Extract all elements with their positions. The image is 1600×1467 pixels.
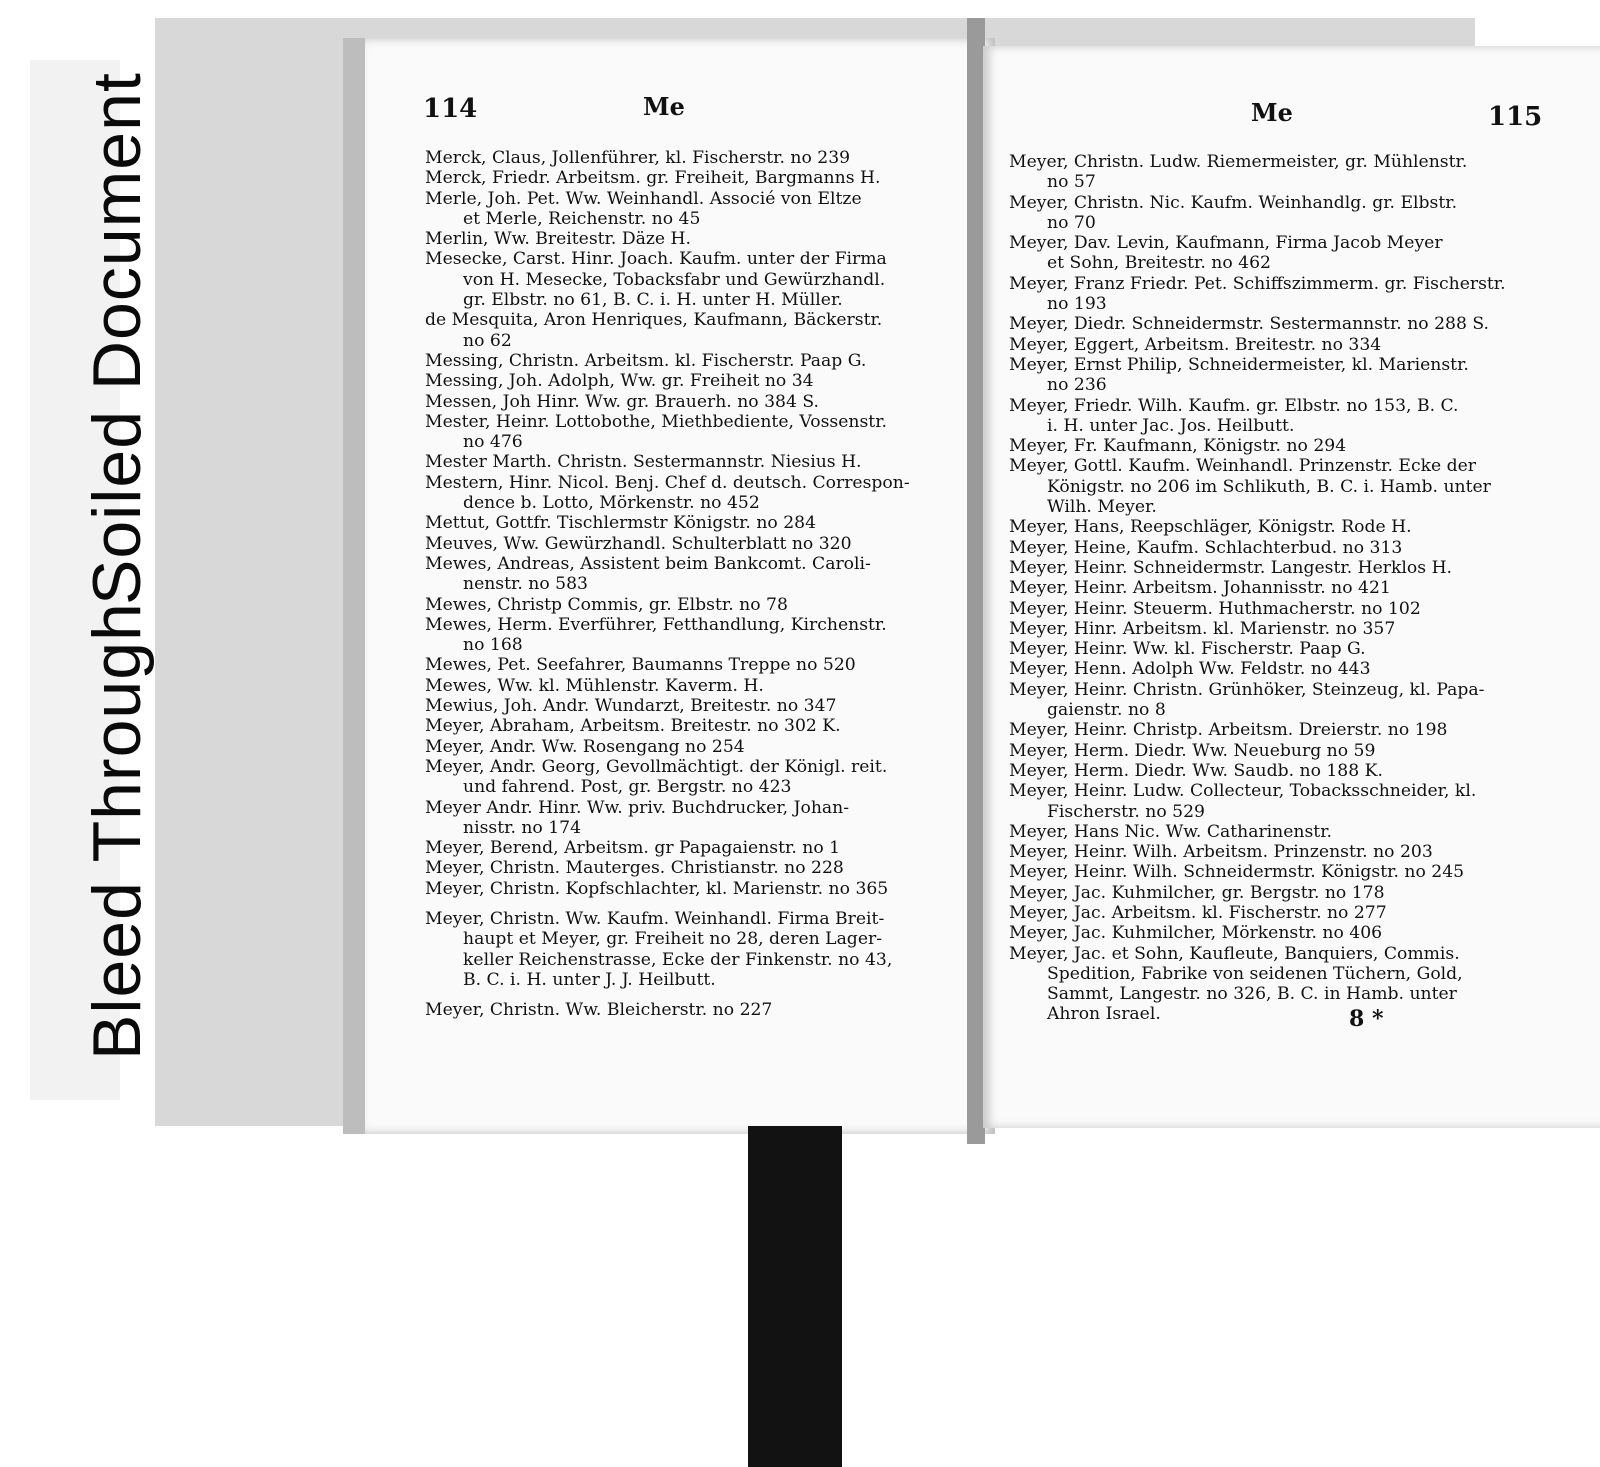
- entry-continuation-line: von H. Mesecke, Tobacksfabr und Gewürzhandl.: [463, 269, 886, 290]
- entry-line: Meyer, Gottl. Kaufm. Weinhandl. Prinzenstr. Ecke der: [1009, 456, 1477, 477]
- entry-line: Meyer, Henn. Adolph Ww. Feldstr. no 443: [1009, 659, 1371, 680]
- directory-entry: [425, 595, 910, 615]
- entry-line: Merck, Claus, Jollenführer, kl. Fischerstr. no 239: [425, 148, 851, 168]
- entry-line: Meyer, Eggert, Arbeitsm. Breitestr. no 334: [1009, 334, 1382, 355]
- directory-entry: [425, 1000, 910, 1020]
- side-label-soiled-document: Soiled Document: [79, 72, 155, 605]
- entry-line: Meyer, Jac. et Sohn, Kaufleute, Banquiers, Commis.: [1009, 943, 1460, 964]
- entry-line: Meyer, Heine, Kaufm. Schlachterbud. no 313: [1009, 537, 1403, 558]
- entry-line: Meyer, Christn. Ludw. Riemermeister, gr. Mühlenstr.: [1009, 152, 1468, 172]
- directory-entry: [425, 473, 910, 514]
- entry-line: Meyer, Jac. Kuhmilcher, Mörkenstr. no 406: [1009, 923, 1383, 944]
- entry-line: Mesecke, Carst. Hinr. Joach. Kaufm. unter der Firma: [425, 249, 887, 270]
- entry-line: Meyer, Jac. Kuhmilcher, gr. Bergstr. no 178: [1009, 882, 1385, 903]
- entry-continuation-line: Sammt, Langestr. no 326, B. C. in Hamb. unter: [1047, 984, 1457, 1005]
- entry-continuation-line: Spedition, Fabrike von seidenen Tüchern, Gold,: [1047, 963, 1463, 984]
- entry-line: Meyer, Abraham, Arbeitsm. Breitestr. no 302 K.: [425, 716, 841, 737]
- entry-continuation-line: Wilh. Meyer.: [1047, 497, 1157, 518]
- entry-continuation-line: Fischerstr. no 529: [1047, 801, 1205, 822]
- entry-line: Meyer, Hans, Reepschläger, Königstr. Rode H.: [1009, 517, 1412, 538]
- entry-line: Meyer, Fr. Kaufmann, Königstr. no 294: [1009, 436, 1347, 457]
- left-page-header: Me: [643, 92, 685, 121]
- entry-continuation-line: no 193: [1047, 294, 1107, 315]
- directory-entry: [425, 249, 910, 310]
- directory-entry: [425, 513, 910, 533]
- entry-continuation-line: no 70: [1047, 212, 1096, 233]
- directory-entry: [1009, 274, 1506, 315]
- entry-continuation-line: gaienstr. no 8: [1047, 700, 1166, 721]
- entry-line: Meyer, Andr. Georg, Gevollmächtigt. der Königl. reit.: [425, 756, 888, 777]
- directory-entry: [1009, 822, 1506, 842]
- directory-entry: [425, 716, 910, 736]
- directory-entry: [1009, 599, 1506, 619]
- entry-line: Mestern, Hinr. Nicol. Benj. Chef d. deutsch. Correspon-: [425, 472, 910, 493]
- book-spread: [155, 18, 1543, 1126]
- entry-continuation-line: i. H. unter Jac. Jos. Heilbutt.: [1047, 415, 1295, 436]
- directory-entry: [1009, 355, 1506, 396]
- entry-line: Merle, Joh. Pet. Ww. Weinhandl. Associé von Eltze: [425, 188, 862, 209]
- left-page-number: 114: [423, 94, 478, 124]
- directory-entry: [1009, 538, 1506, 558]
- right-page-header: Me: [1251, 98, 1293, 127]
- entry-line: Mewes, Herm. Everführer, Fetthandlung, Kirchenstr.: [425, 614, 887, 635]
- entry-line: Meyer, Christn. Nic. Kaufm. Weinhandlg. gr. Elbstr.: [1009, 192, 1458, 213]
- entry-continuation-line: no 57: [1047, 172, 1096, 193]
- entry-continuation-line: et Sohn, Breitestr. no 462: [1047, 253, 1271, 274]
- entry-line: Mewes, Ww. kl. Mühlenstr. Kaverm. H.: [425, 675, 764, 696]
- directory-entry: [1009, 720, 1506, 740]
- directory-entry: [1009, 193, 1506, 234]
- entry-line: Meyer, Friedr. Wilh. Kaufm. gr. Elbstr. no 153, B. C.: [1009, 395, 1459, 416]
- directory-entry: [425, 655, 910, 675]
- directory-entry: [425, 310, 910, 351]
- directory-entry: [425, 371, 910, 391]
- entry-line: Messing, Joh. Adolph, Ww. gr. Freiheit no 34: [425, 371, 814, 392]
- entry-line: Meyer Andr. Hinr. Ww. priv. Buchdrucker, Johan-: [425, 797, 850, 818]
- entry-line: Meyer, Christn. Kopfschlachter, kl. Marienstr. no 365: [425, 878, 889, 899]
- right-page-number: 115: [1488, 102, 1543, 132]
- directory-entry: [1009, 335, 1506, 355]
- entry-continuation-line: und fahrend. Post, gr. Bergstr. no 423: [463, 777, 792, 798]
- entry-line: Meyer, Dav. Levin, Kaufmann, Firma Jacob Meyer: [1009, 233, 1443, 254]
- entry-continuation-line: Königstr. no 206 im Schlikuth, B. C. i. Hamb. unter: [1047, 476, 1491, 497]
- directory-entry: [1009, 396, 1506, 437]
- entry-line: Meyer, Herm. Diedr. Ww. Neueburg no 59: [1009, 740, 1376, 761]
- left-page: [343, 38, 995, 1134]
- directory-entry: [425, 534, 910, 554]
- directory-entry: [1009, 233, 1506, 274]
- entry-continuation-line: et Merle, Reichenstr. no 45: [463, 208, 701, 229]
- right-entry-list: [1009, 152, 1506, 1025]
- entry-line: Meyer, Heinr. Arbeitsm. Johannisstr. no 421: [1009, 578, 1391, 599]
- directory-entry: [1009, 741, 1506, 761]
- entry-line: Meuves, Ww. Gewürzhandl. Schulterblatt no 320: [425, 533, 852, 554]
- directory-entry: [425, 615, 910, 656]
- entry-line: Meyer, Herm. Diedr. Ww. Saudb. no 188 K.: [1009, 760, 1383, 781]
- entry-line: Meyer, Heinr. Wilh. Schneidermstr. Königstr. no 245: [1009, 862, 1465, 883]
- directory-entry: [425, 798, 910, 839]
- entry-line: Meyer, Diedr. Schneidermstr. Sestermannstr. no 288 S.: [1009, 314, 1489, 335]
- directory-entry: [1009, 781, 1506, 822]
- directory-entry: [1009, 944, 1506, 1025]
- directory-entry: [1009, 456, 1506, 517]
- binding-tab: [748, 1126, 842, 1467]
- entry-line: Meyer, Heinr. Christn. Grünhöker, Steinzeug, kl. Papa-: [1009, 679, 1485, 700]
- entry-line: Messing, Christn. Arbeitsm. kl. Fischerstr. Paap G.: [425, 350, 867, 371]
- entry-continuation-line: dence b. Lotto, Mörkenstr. no 452: [463, 493, 760, 514]
- signature-mark: 8 *: [1349, 1006, 1384, 1032]
- directory-entry: [1009, 436, 1506, 456]
- directory-entry: [1009, 883, 1506, 903]
- entry-line: Meyer, Christn. Ww. Bleicherstr. no 227: [425, 1000, 773, 1021]
- entry-line: Meyer, Berend, Arbeitsm. gr Papagaienstr. no 1: [425, 838, 841, 859]
- entry-line: Meyer, Heinr. Ludw. Collecteur, Tobacksschneider, kl.: [1009, 781, 1477, 802]
- entry-continuation-line: no 168: [463, 635, 523, 656]
- entry-line: Merlin, Ww. Breitestr. Däze H.: [425, 229, 691, 250]
- directory-entry: [425, 879, 910, 899]
- entry-continuation-line: keller Reichenstrasse, Ecke der Finkenstr. no 43,: [463, 949, 893, 970]
- directory-entry: [1009, 923, 1506, 943]
- entry-line: Mester, Heinr. Lottobothe, Miethbediente, Vossenstr.: [425, 411, 887, 432]
- entry-line: Mester Marth. Christn. Sestermannstr. Niesius H.: [425, 452, 862, 473]
- entry-continuation-line: Ahron Israel.: [1047, 1004, 1161, 1025]
- side-label-strip: [30, 60, 155, 1100]
- entry-line: Merck, Friedr. Arbeitsm. gr. Freiheit, Bargmanns H.: [425, 168, 881, 189]
- directory-entry: [1009, 659, 1506, 679]
- entry-continuation-line: B. C. i. H. unter J. J. Heilbutt.: [463, 969, 716, 990]
- directory-entry: [425, 554, 910, 595]
- directory-entry: [425, 168, 910, 188]
- directory-entry: [1009, 761, 1506, 781]
- entry-continuation-line: haupt et Meyer, gr. Freiheit no 28, deren Lager-: [463, 929, 883, 950]
- directory-entry: [1009, 314, 1506, 334]
- entry-continuation-line: no 62: [463, 330, 512, 351]
- entry-line: Meyer, Heinr. Schneidermstr. Langestr. Herklos H.: [1009, 557, 1453, 578]
- entry-continuation-line: nisstr. no 174: [463, 817, 582, 838]
- directory-entry: [1009, 842, 1506, 862]
- directory-entry: [425, 148, 910, 168]
- directory-entry: [1009, 517, 1506, 537]
- entry-line: Meyer, Heinr. Wilh. Arbeitsm. Prinzenstr. no 203: [1009, 842, 1433, 863]
- entry-line: Meyer, Franz Friedr. Pet. Schiffszimmerm. gr. Fischerstr.: [1009, 273, 1506, 294]
- entry-continuation-line: no 236: [1047, 375, 1107, 396]
- directory-entry: [425, 909, 910, 990]
- entry-line: de Mesquita, Aron Henriques, Kaufmann, Bäckerstr.: [425, 310, 883, 331]
- entry-line: Meyer, Andr. Ww. Rosengang no 254: [425, 736, 745, 757]
- entry-line: Mewes, Andreas, Assistent beim Bankcomt. Caroli-: [425, 553, 871, 574]
- entry-line: Mewes, Pet. Seefahrer, Baumanns Treppe no 520: [425, 655, 856, 676]
- entry-line: Meyer, Hans Nic. Ww. Catharinenstr.: [1009, 821, 1333, 842]
- directory-entry: [425, 452, 910, 472]
- directory-entry: [425, 838, 910, 858]
- directory-entry: [1009, 862, 1506, 882]
- directory-entry: [1009, 639, 1506, 659]
- directory-entry: [425, 351, 910, 371]
- entry-line: Messen, Joh Hinr. Ww. gr. Brauerh. no 384 S.: [425, 391, 819, 412]
- entry-line: Mettut, Gottfr. Tischlermstr Königstr. no 284: [425, 513, 817, 534]
- entry-line: Meyer, Jac. Arbeitsm. kl. Fischerstr. no 277: [1009, 902, 1387, 923]
- directory-entry: [425, 412, 910, 453]
- entry-line: Meyer, Christn. Mauterges. Christianstr. no 228: [425, 858, 844, 879]
- left-entry-list: [425, 148, 910, 1020]
- entry-line: Meyer, Ernst Philip, Schneidermeister, kl. Marienstr.: [1009, 354, 1469, 375]
- directory-entry: [425, 676, 910, 696]
- entry-line: Mewius, Joh. Andr. Wundarzt, Breitestr. no 347: [425, 696, 837, 717]
- directory-entry: [425, 392, 910, 412]
- directory-entry: [425, 229, 910, 249]
- entry-continuation-line: no 476: [463, 432, 523, 453]
- entry-line: Meyer, Heinr. Steuerm. Huthmacherstr. no 102: [1009, 598, 1421, 619]
- directory-entry: [425, 858, 910, 878]
- entry-line: Meyer, Heinr. Ww. kl. Fischerstr. Paap G.: [1009, 639, 1366, 660]
- side-label-bleed-through: Bleed Through: [79, 602, 155, 1060]
- directory-entry: [1009, 578, 1506, 598]
- directory-entry: [1009, 680, 1506, 721]
- entry-line: Meyer, Heinr. Christp. Arbeitsm. Dreierstr. no 198: [1009, 720, 1448, 741]
- entry-line: Mewes, Christp Commis, gr. Elbstr. no 78: [425, 594, 788, 615]
- directory-entry: [1009, 152, 1506, 193]
- entry-continuation-line: nenstr. no 583: [463, 574, 588, 595]
- directory-entry: [425, 737, 910, 757]
- directory-entry: [1009, 903, 1506, 923]
- entry-line: Meyer, Christn. Ww. Kaufm. Weinhandl. Firma Breit-: [425, 908, 885, 929]
- entry-continuation-line: gr. Elbstr. no 61, B. C. i. H. unter H. Müller.: [463, 290, 843, 311]
- directory-entry: [425, 696, 910, 716]
- directory-entry: [425, 757, 910, 798]
- directory-entry: [1009, 619, 1506, 639]
- right-page: [983, 46, 1600, 1128]
- directory-entry: [425, 189, 910, 230]
- entry-line: Meyer, Hinr. Arbeitsm. kl. Marienstr. no 357: [1009, 618, 1396, 639]
- directory-entry: [1009, 558, 1506, 578]
